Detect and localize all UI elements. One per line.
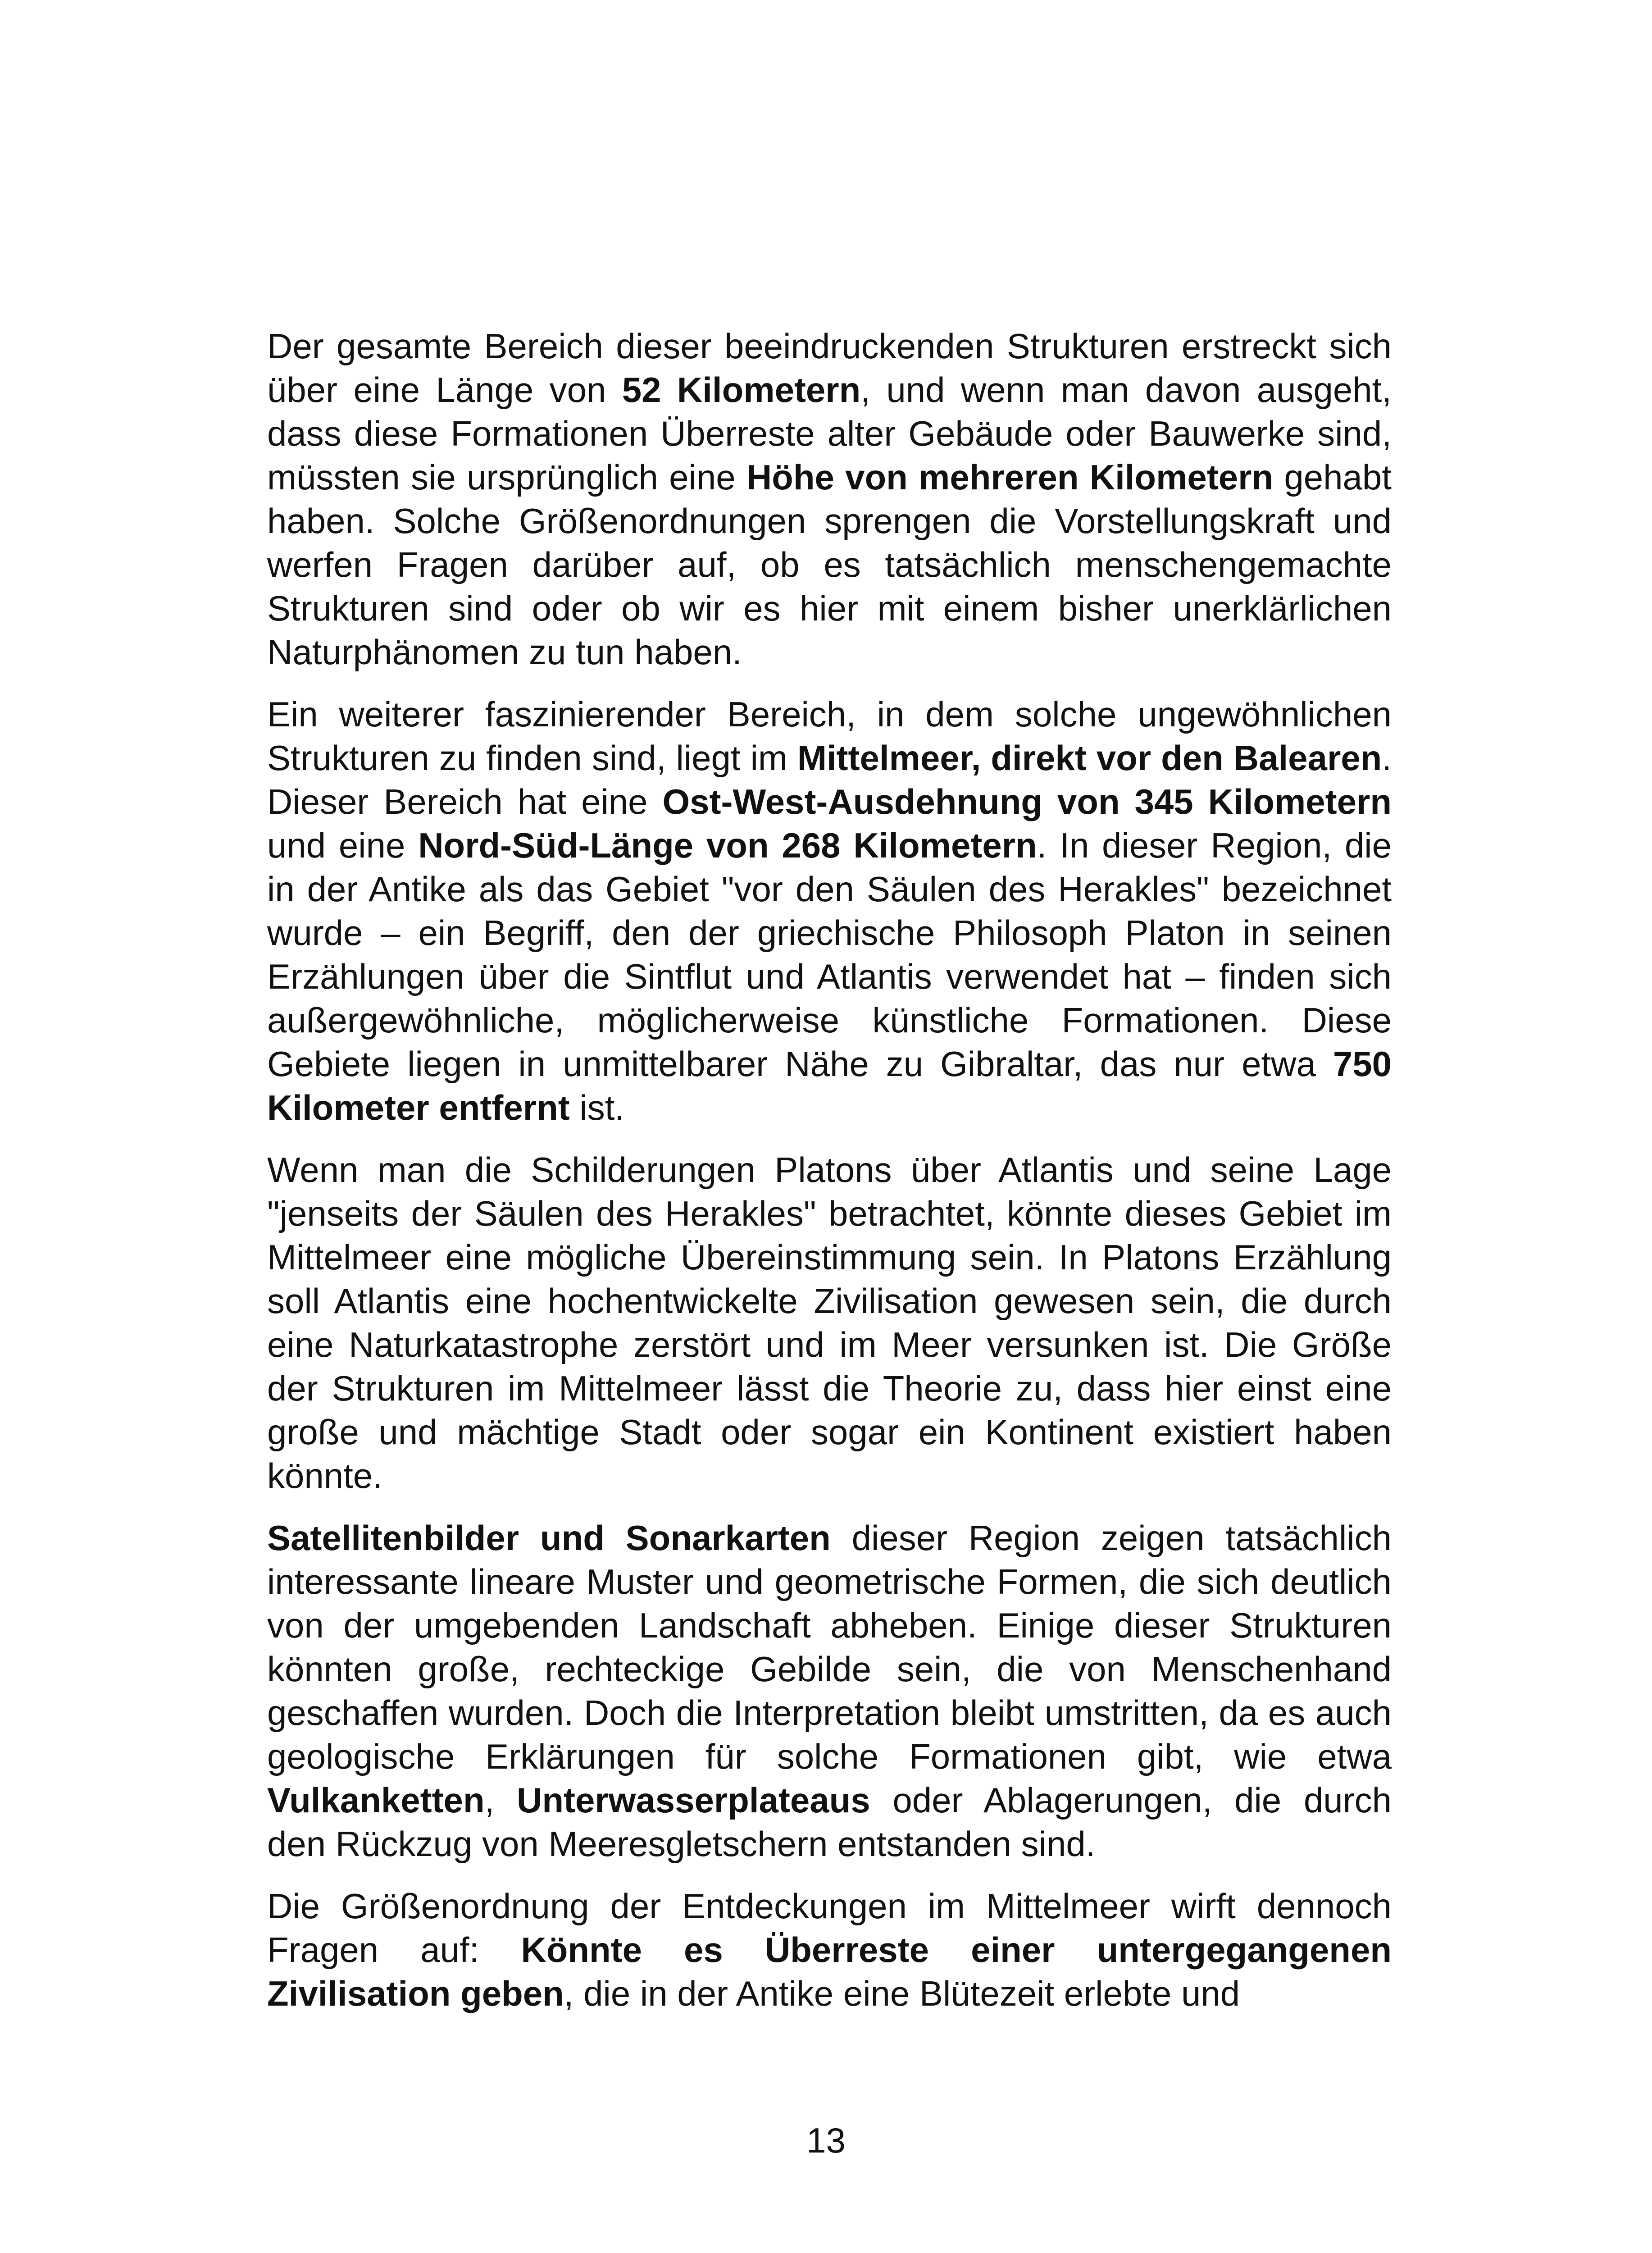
- bold-text-segment: Höhe von mehreren Kilometern: [746, 457, 1274, 497]
- text-segment: Wenn man die Schilderungen Platons über Atlantis und seine Lage "jenseits der Säulen des Herakles" betrachtet, könnte dieses Gebiet im Mittelmeer eine mögliche Übereinstimmung sein. In Platons Erzählung soll Atlantis eine hochentwickelte Zivilisation gewesen sein, die durch eine Naturkatastrophe zerstört und im Meer versunken ist. Die Größe der Strukturen im Mittelmeer lässt die Theorie zu, dass hier einst eine große und mächtige Stadt oder sogar ein Kontinent existiert haben könnte.: [267, 1150, 1392, 1496]
- text-segment: Der gesamte Bereich dieser beeindruckenden Strukturen erstreckt sich über eine Länge von: [267, 326, 1392, 410]
- text-segment: Die Größenordnung der Entdeckungen im Mittelmeer wirft dennoch Fragen auf:: [267, 1886, 1392, 1970]
- bold-text-segment: 52 Kilometern: [622, 370, 861, 410]
- text-segment: . In dieser Region, die in der Antike als das Gebiet "vor den Säulen des Herakles" bezeichnet wurde – ein Begriff, den der griechische Philosoph Platon in seinen Erzählungen über die Sintflut und Atlantis verwendet hat – finden sich außergewöhnliche, möglicherweise künstliche Formationen. Diese Gebiete liegen in unmittelbarer Nähe zu Gibraltar, das nur etwa: [267, 825, 1392, 1084]
- text-segment: ,: [484, 1780, 517, 1820]
- page-number: 13: [806, 2121, 846, 2160]
- paragraph-1: [267, 324, 1392, 674]
- text-segment: . Dieser Bereich hat eine: [267, 738, 1392, 821]
- text-segment: , die in der Antike eine Blütezeit erlebte und: [564, 1974, 1240, 2013]
- body-text: [267, 324, 1392, 2016]
- bold-text-segment: Mittelmeer, direkt vor den Balearen: [797, 738, 1382, 778]
- bold-text-segment: Vulkanketten: [267, 1780, 485, 1820]
- text-segment: , und wenn man davon ausgeht, dass diese Formationen Überreste alter Gebäude oder Bauwerke sind, müssten sie ursprünglich eine: [267, 370, 1392, 497]
- text-segment: oder Ablagerungen, die durch den Rückzug von Meeresgletschern entstanden sind.: [267, 1780, 1392, 1864]
- bold-text-segment: Ost-West-Ausdehnung von 345 Kilometern: [662, 782, 1392, 821]
- text-segment: und eine: [267, 825, 419, 865]
- bold-text-segment: Könnte es Überreste einer untergegangenen Zivilisation geben: [267, 1930, 1392, 2013]
- paragraph-5: [267, 1884, 1392, 2016]
- paragraph-2: [267, 693, 1392, 1130]
- text-segment: Ein weiterer faszinierender Bereich, in dem solche ungewöhnlichen Strukturen zu finden sind, liegt im: [267, 694, 1392, 778]
- text-segment: gehabt haben. Solche Größenordnungen sprengen die Vorstellungskraft und werfen Fragen darüber auf, ob es tatsächlich menschengemachte Strukturen sind oder ob wir es hier mit einem bisher unerklärlichen Naturphänomen zu tun haben.: [267, 457, 1392, 672]
- paragraph-4: [267, 1516, 1392, 1866]
- text-segment: dieser Region zeigen tatsächlich interessante lineare Muster und geometrische Formen, die sich deutlich von der umgebenden Landschaft abheben. Einige dieser Strukturen könnten große, rechteckige Gebilde sein, die von Menschenhand geschaffen wurden. Doch die Interpretation bleibt umstritten, da es auch geologische Erklärungen für solche Formationen gibt, wie etwa: [267, 1518, 1392, 1776]
- bold-text-segment: Unterwasserplateaus: [517, 1780, 870, 1820]
- paragraph-3: [267, 1148, 1392, 1498]
- text-segment: ist.: [569, 1088, 625, 1127]
- bold-text-segment: Nord-Süd-Länge von 268 Kilometern: [418, 825, 1037, 865]
- bold-text-segment: 750 Kilometer entfernt: [267, 1044, 1392, 1127]
- bold-text-segment: Satellitenbilder und Sonarkarten: [267, 1518, 831, 1558]
